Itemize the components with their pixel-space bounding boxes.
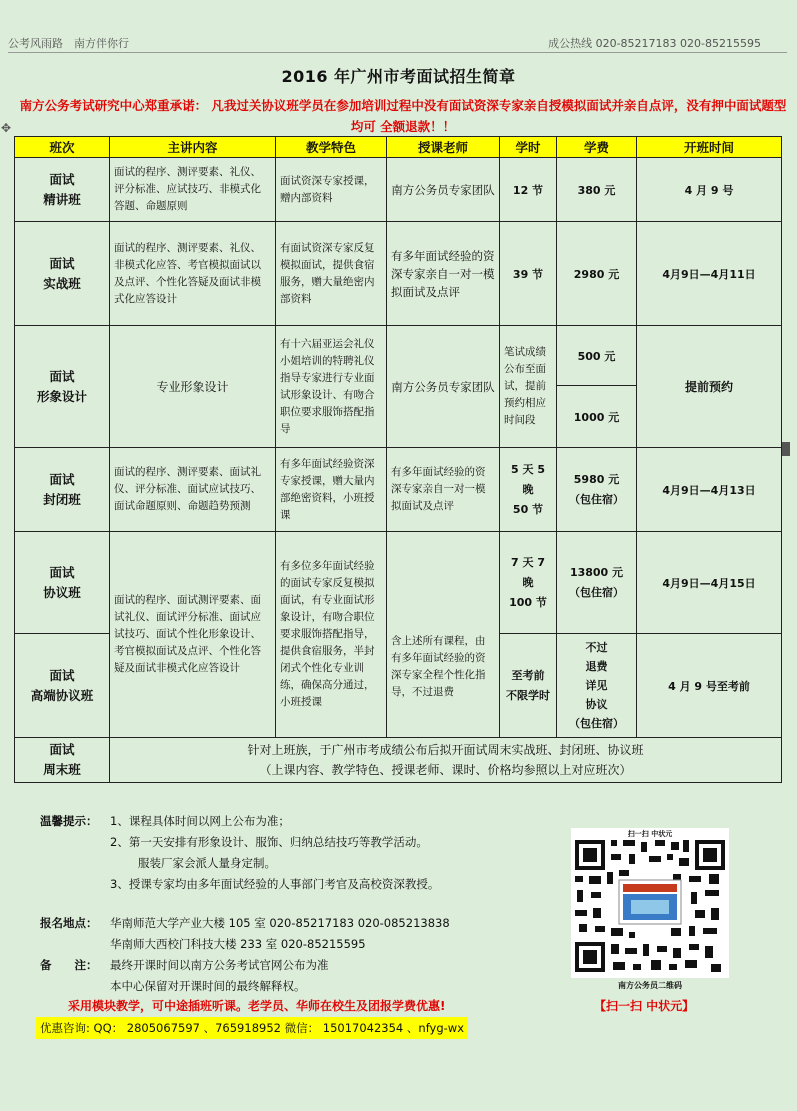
teacher-cell: 南方公务员专家团队 <box>387 326 500 448</box>
class-name-line: 面试 <box>49 742 75 757</box>
teacher-cell: 含上述所有课程，由有多年面试经验的资深专家全程个性化指导，不过退费 <box>387 532 500 738</box>
header-cell: 主讲内容 <box>110 137 276 158</box>
class-name-line: 面试 <box>49 171 75 187</box>
qr-caption: 南方公务员二维码 <box>618 981 682 990</box>
feature-cell: 面试资深专家授课，赠内部资料 <box>276 158 387 222</box>
start-time-cell: 4月9日—4月11日 <box>637 222 782 326</box>
fee-line: 不过 <box>585 641 608 654</box>
content-cell: 面试的程序、测评要素、礼仪、评分标准、应试技巧、非模式化答题、命题原则 <box>110 158 276 222</box>
page-header <box>0 30 797 52</box>
header-cell: 学费 <box>557 137 637 158</box>
feature-cell: 有多位多年面试经验的面试专家反复模拟面试，有专业面试形象设计，有吻合职位要求服饰搭配指导，提供食宿服务，半封闭式个性化专业训练，确保高分通过，小班授课 <box>276 532 387 738</box>
tips-label: 温馨提示： <box>40 814 98 828</box>
class-name-line: 精讲班 <box>43 191 81 207</box>
class-name-cell <box>15 532 110 634</box>
header-cell: 班次 <box>15 137 110 158</box>
start-time-cell: 提前预约 <box>637 326 782 448</box>
hours-line: 50 节 <box>512 502 544 516</box>
header-cell: 学时 <box>500 137 557 158</box>
address-label: 报名地点： <box>40 916 98 930</box>
fee-line: （包住宿） <box>569 585 624 599</box>
start-time-cell: 4月9日—4月13日 <box>637 448 782 532</box>
hours-cell <box>500 634 557 738</box>
class-name-line: 面试 <box>49 368 75 384</box>
page-title: 2016 年广州市考面试招生简章 <box>281 67 516 86</box>
address-line: 华南师范大学产业大楼 105 室 020-85217183 020-085213838 <box>110 916 450 930</box>
hours-line: 5 天 5 晚 <box>511 462 545 496</box>
address-section <box>40 913 450 997</box>
content-cell: 专业形象设计 <box>110 326 276 448</box>
start-time-cell: 4 月 9 号 <box>637 158 782 222</box>
weekend-line: 针对上班族，于广州市考成绩公布后拟开面试周末实战班、封闭班、协议班 <box>247 743 644 757</box>
class-name-line: 面试 <box>49 667 75 683</box>
hours-line: 7 天 7 晚 <box>511 555 545 589</box>
weekend-line: （上课内容、教学特色、授课老师、课时、价格均参照以上对应班次） <box>259 763 632 777</box>
table-row <box>15 326 782 386</box>
class-name-line: 封闭班 <box>43 491 81 507</box>
fee-cell <box>557 634 637 738</box>
start-time-cell: 4 月 9 号至考前 <box>637 634 782 738</box>
address-line: 华南师大西校门科技大楼 233 室 020-85215595 <box>110 937 366 951</box>
fee-line: 详见 <box>585 679 608 692</box>
fee-cell: 1000 元 <box>557 386 637 448</box>
class-name-cell <box>15 634 110 738</box>
remark-line: 最终开课时间以南方公务考试官网公布为准 <box>110 958 329 972</box>
class-name-cell <box>15 222 110 326</box>
header-slogan: 公考风雨路 南方伴你行 <box>8 37 129 50</box>
fee-cell: 500 元 <box>557 326 637 386</box>
weekend-description <box>110 738 782 783</box>
promise-text: 南方公务考试研究中心郑重承诺： 凡我过关协议班学员在参加培训过程中没有面试资深专家亲自授模拟面试并亲自点评，没有押中面试题型均可 全额退款！！ <box>19 98 787 134</box>
tip-item: 2、第一天安排有形象设计、服饰、归纳总结技巧等教学活动。 <box>110 835 428 849</box>
qr-top-text: 扫一扫 中状元 <box>627 830 673 838</box>
fee-cell: 380 元 <box>557 158 637 222</box>
teacher-cell: 有多年面试经验的资深专家亲自一对一模拟面试及点评 <box>387 222 500 326</box>
header-hotline: 成公热线 020-85217183 020-85215595 <box>548 37 761 50</box>
hours-cell <box>500 532 557 634</box>
hours-cell <box>500 448 557 532</box>
class-name-line: 面试 <box>49 471 75 487</box>
promo-text: 采用模块教学，可中途插班听课。老学员、华师在校生及团报学费优惠! <box>68 999 446 1013</box>
consult-contact: 优惠咨询: QQ： 2805067597 、765918952 微信： 15017042354 、nfyg-wx <box>36 1017 468 1039</box>
feature-cell: 有多年面试经验资深专家授课，赠大量内部绝密资料，小班授课 <box>276 448 387 532</box>
hours-line: 100 节 <box>509 595 547 609</box>
class-name-line: 形象设计 <box>36 388 87 404</box>
header-cell: 授课老师 <box>387 137 500 158</box>
class-name-cell <box>15 738 110 783</box>
header-cell: 教学特色 <box>276 137 387 158</box>
class-name-cell <box>15 326 110 448</box>
scan-prompt: 【扫一扫 中状元】 <box>594 999 695 1013</box>
header-divider <box>8 52 787 53</box>
fee-line: 5980 元 <box>573 472 620 486</box>
tip-item: 服装厂家会派人量身定制。 <box>138 856 276 870</box>
scroll-marker-icon[interactable] <box>782 442 790 456</box>
fee-line: 退费 <box>585 660 608 673</box>
hours-line: 不限学时 <box>506 688 550 702</box>
fee-cell: 2980 元 <box>557 222 637 326</box>
teacher-cell: 南方公务员专家团队 <box>387 158 500 222</box>
content-cell: 面试的程序、测评要素、面试礼仪、评分标准、面试应试技巧、面试命题原则、命题趋势预测 <box>110 448 276 532</box>
fee-cell <box>557 532 637 634</box>
table-move-handle-icon[interactable]: ✥ <box>1 121 12 135</box>
table-row <box>15 222 782 326</box>
tip-item: 3、授课专家均由多年面试经验的人事部门考官及高校资深教授。 <box>110 877 440 891</box>
fee-line: 协议 <box>585 698 608 711</box>
feature-cell: 有十六届亚运会礼仪小姐培训的特聘礼仪指导专家进行专业面试形象设计、有吻合职位要求服饰搭配指导 <box>276 326 387 448</box>
remark-label: 备 注： <box>40 958 98 972</box>
table-header-row <box>15 137 782 158</box>
class-name-cell <box>15 158 110 222</box>
content-cell: 面试的程序、测评要素、礼仪、非模式化应答、考官模拟面试以及点评、个性化答疑及面试非模式化应答设计 <box>110 222 276 326</box>
feature-cell: 有面试资深专家反复模拟面试，提供食宿服务，赠大量绝密内部资料 <box>276 222 387 326</box>
remark-line: 本中心保留对开课时间的最终解释权。 <box>110 979 306 993</box>
teacher-cell: 有多年面试经验的资深专家亲自一对一模拟面试及点评 <box>387 448 500 532</box>
fee-line: （包住宿） <box>569 717 624 730</box>
hours-cell: 12 节 <box>500 158 557 222</box>
class-name-line: 面试 <box>49 255 75 271</box>
table-row-weekend <box>15 738 782 783</box>
tip-item: 1、课程具体时间以网上公布为准； <box>110 814 290 828</box>
table-row <box>15 158 782 222</box>
hours-cell: 39 节 <box>500 222 557 326</box>
start-time-cell: 4月9日—4月15日 <box>637 532 782 634</box>
table-row <box>15 448 782 532</box>
fee-line: （包住宿） <box>569 492 624 506</box>
fee-line: 13800 元 <box>569 565 624 579</box>
class-name-line: 周末班 <box>43 762 81 777</box>
tips-section <box>40 811 439 895</box>
header-cell: 开班时间 <box>637 137 782 158</box>
class-name-cell <box>15 448 110 532</box>
qr-code-icon[interactable] <box>571 828 729 978</box>
hours-cell: 笔试成绩公布至面试，提前预约相应时间段 <box>500 326 557 448</box>
table-row <box>15 532 782 634</box>
class-name-line: 高端协议班 <box>30 687 94 703</box>
hours-line: 至考前 <box>511 668 545 682</box>
class-name-line: 协议班 <box>43 584 81 600</box>
class-name-line: 面试 <box>49 564 75 580</box>
content-cell: 面试的程序、面试测评要素、面试礼仪、面试评分标准、面试应试技巧、面试个性化形象设计、考官模拟面试及点评、个性化答疑及面试非模式化应答设计 <box>110 532 276 738</box>
fee-cell <box>557 448 637 532</box>
class-name-line: 实战班 <box>43 275 81 291</box>
course-table <box>14 136 782 783</box>
